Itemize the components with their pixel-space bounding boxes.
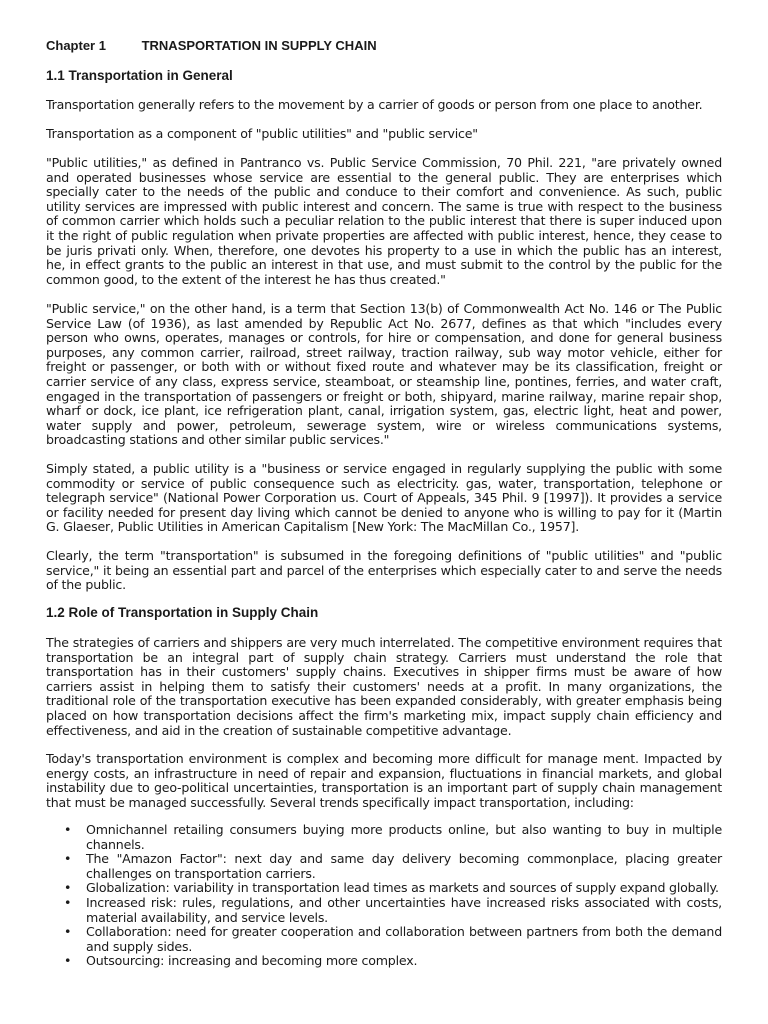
paragraph: Simply stated, a public utility is a "business or service engaged in regularly supplying the public with some commodity or service of public consequence such as electricity. gas, water, transportation, telephone or telegraph service" (National Power Corporation us. Court of Appeals, 345 Phil. 9 [1997]). It provides a service or facility needed for present day living which cannot be denied to anyone who is willing to pay for it (Martin G. Glaeser, Public Utilities in American Capitalism [New York: The MacMillan Co., 1957].	[46, 461, 722, 535]
paragraph: Transportation generally refers to the movement by a carrier of goods or person from one place to another.	[46, 97, 703, 112]
paragraph: "Public utilities," as defined in Pantranco vs. Public Service Commission, 70 Phil. 221, "are privately owned and operated businesses whose service are essential to the general public. They are enterprises which specially cater to the needs of the public and conduce to their comfort and convenience. As such, public utility services are impressed with public interest and concern. The same is true with respect to the business of common carrier which holds such a peculiar relation to the public interest that there is super induced upon it the right of public regulation when private properties are affected with public interest, hence, they cease to be juris privati only. When, therefore, one devotes his property to a use in which the public has an interest, he, in effect grants to the public an interest in that use, and must submit to the control by the public for the common good, to the extent of the interest he has thus created."	[46, 155, 722, 287]
section-heading-1-2: 1.2 Role of Transportation in Supply Chain	[46, 605, 319, 620]
paragraph: The strategies of carriers and shippers are very much interrelated. The competitive environment requires that transportation be an integral part of supply chain strategy. Carriers must understand the role that transportation has in their customers' supply chains. Executives in shipper firms must be aware of how carriers assist in helping them to satisfy their customers' needs at a profit. In many organizations, the traditional role of the transportation executive has been expanded considerably, with greater emphasis being placed on how transportation decisions affect the firm's marketing mix, impact supply chain efficiency and effectiveness, and aid in the creation of sustainable competitive advantage.	[46, 635, 722, 738]
list-item: • The "Amazon Factor": next day and same day delivery becoming commonplace, placing greater challenges on transportation carriers.	[86, 852, 722, 881]
list-item: • Increased risk: rules, regulations, and other uncertainties have increased risks associated with costs, material availability, and service levels.	[86, 896, 722, 925]
chapter-title: TRNASPORTATION IN SUPPLY CHAIN	[141, 38, 377, 53]
trends-list	[86, 823, 722, 969]
section-heading-1-1: 1.1 Transportation in General	[46, 68, 233, 83]
list-item: • Omnichannel retailing consumers buying more products online, but also wanting to buy in multiple channels.	[86, 823, 722, 852]
list-item: • Collaboration: need for greater cooperation and collaboration between partners from both the demand and supply sides.	[86, 925, 722, 954]
list-item: • Globalization: variability in transportation lead times as markets and sources of supply expand globally.	[86, 881, 722, 896]
paragraph: Today's transportation environment is complex and becoming more difficult for manage ment. Impacted by energy costs, an infrastructure in need of repair and expansion, fluctuations in financial markets, and global instability due to geo-political uncertainties, transportation is an important part of supply chain management that must be managed successfully. Several trends specifically impact transportation, including:	[46, 751, 722, 810]
paragraph: Transportation as a component of "public utilities" and "public service"	[46, 126, 478, 141]
paragraph: Clearly, the term "transportation" is subsumed in the foregoing definitions of "public utilities" and "public service," it being an essential part and parcel of the enterprises which especially cater to and serve the needs of the public.	[46, 548, 722, 593]
list-item: • Outsourcing: increasing and becoming more complex.	[86, 954, 722, 969]
paragraph: "Public service," on the other hand, is a term that Section 13(b) of Commonwealth Act No. 146 or The Public Service Law (of 1936), as last amended by Republic Act No. 2677, defines as that which "includes every person who owns, operates, manages or controls, for hire or compensation, and done for general business purposes, any common carrier, railroad, street railway, traction railway, sub way motor vehicle, either for freight or passenger, or both with or without fixed route and whatever may be its classification, freight or carrier service of any class, express service, steamboat, or steamship line, pontines, ferries, and water craft, engaged in the transportation of passengers or freight or both, shipyard, marine railway, marine repair shop, wharf or dock, ice plant, ice refrigeration plant, canal, irrigation system, gas, electric light, heat and power, water supply and power, petroleum, sewerage system, wire or wireless communications systems, broadcasting stations and other similar public services."	[46, 301, 722, 448]
chapter-heading	[46, 39, 377, 54]
chapter-number: Chapter 1	[46, 38, 106, 53]
